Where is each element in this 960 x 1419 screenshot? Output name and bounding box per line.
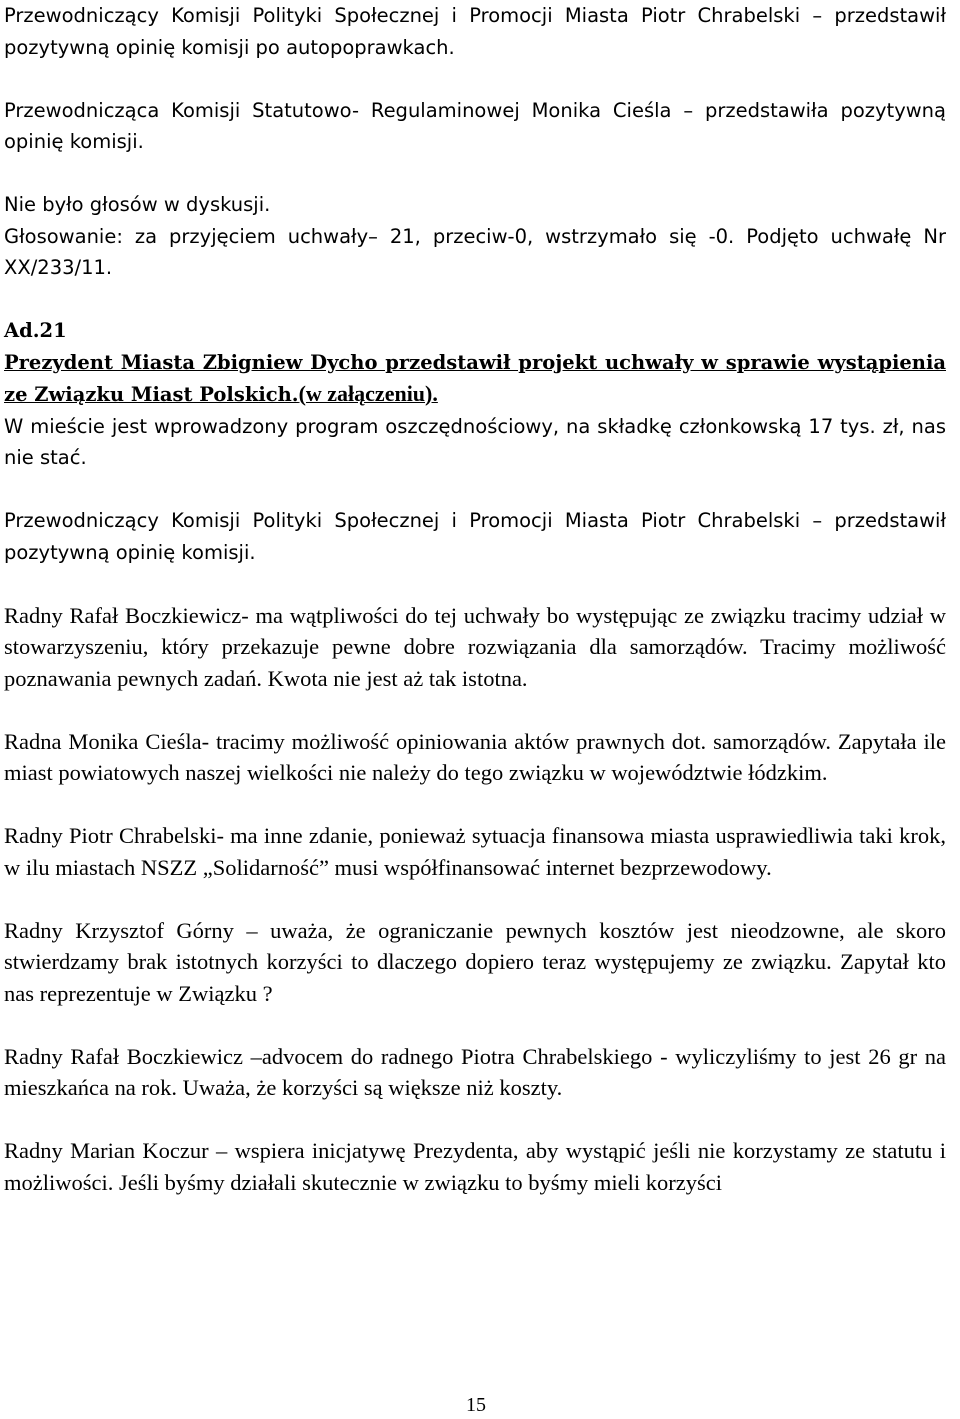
agenda-item-title-text: Prezydent Miasta Zbigniew Dycho przedstawił projekt uchwały w sprawie wystąpienia ze Związku Miast Polskich. bbox=[4, 350, 946, 406]
paragraph-koczur-statement: Radny Marian Koczur – wspiera inicjatywę Prezydenta, aby wystąpić jeśli nie korzystamy ze statutu i możliwości. Jeśli byśmy działali skutecznie w związku to byśmy mieli korzyści bbox=[4, 1138, 946, 1195]
spacer bbox=[4, 883, 946, 915]
spacer bbox=[4, 789, 946, 821]
paragraph-boczkiewicz-reply: Radny Rafał Boczkiewicz –advocem do radnego Piotra Chrabelskiego - wyliczyliśmy to jest 26 gr na mieszkańca na rok. Uważa, że korzyści są większe niż koszty. bbox=[4, 1043, 946, 1100]
paragraph-savings-program: W mieście jest wprowadzony program oszczędnościowy, na składkę członkowską 17 tys. zł, nas nie stać. bbox=[4, 414, 946, 469]
page-number: 15 bbox=[466, 1394, 486, 1416]
spacer bbox=[4, 158, 946, 190]
spacer bbox=[4, 568, 946, 600]
spacer bbox=[4, 284, 946, 316]
paragraph-gorny-statement: Radny Krzysztof Górny – uważa, że ograniczanie pewnych kosztów jest nieodzowne, ale skoro stwierdzamy brak istotnych korzyści to dlaczego dopiero teraz występujemy ze związku. Zapytał kto nas reprezentuje w Związku ? bbox=[4, 917, 946, 1006]
document-page bbox=[4, 0, 946, 1198]
paragraph-boczkiewicz-statement: Radny Rafał Boczkiewicz- ma wątpliwości do tej uchwały bo występując ze związku tracimy udział w stowarzyszeniu, który przekazuje pewne dobre rozwiązania dla samorządów. Tracimy możliwość poznawania pewnych zadań. Kwota nie jest aż tak istotna. bbox=[4, 602, 946, 691]
paragraph-no-discussion: Nie było głosów w dyskusji. bbox=[4, 193, 271, 216]
agenda-item-heading: Ad.21 bbox=[4, 319, 67, 342]
spacer bbox=[4, 474, 946, 506]
spacer bbox=[4, 1009, 946, 1041]
paragraph-chrabelski-statement: Radny Piotr Chrabelski- ma inne zdanie, ponieważ sytuacja finansowa miasta usprawiedliwia taki krok, w ilu miastach NSZZ „Solidarność” musi współfinansować internet bezprzewodowy. bbox=[4, 823, 946, 880]
spacer bbox=[4, 1104, 946, 1136]
paragraph-commission-opinion-1: Przewodniczący Komisji Polityki Społecznej i Promocji Miasta Piotr Chrabelski – przedstawił pozytywną opinię komisji po autopoprawkach. bbox=[4, 4, 946, 59]
paragraph-voting-result: Głosowanie: za przyjęciem uchwały– 21, przeciw-0, wstrzymało się -0. Podjęto uchwałę Nr XX/233/11. bbox=[4, 224, 946, 279]
agenda-item-title bbox=[4, 347, 946, 411]
spacer bbox=[4, 694, 946, 726]
paragraph-ciesla-statement: Radna Monika Cieśla- tracimy możliwość opiniowania aktów prawnych dot. samorządów. Zapytała ile miast powiatowych naszej wielkości nie należy do tego związku w województwie łódzkim. bbox=[4, 728, 946, 785]
spacer bbox=[4, 63, 946, 95]
agenda-item-attachment-note: (w załączeniu). bbox=[298, 381, 438, 406]
paragraph-commission-opinion-2: Przewodnicząca Komisji Statutowo- Regulaminowej Monika Cieśla – przedstawiła pozytywną opinię komisji. bbox=[4, 98, 946, 153]
paragraph-commission-opinion-3: Przewodniczący Komisji Polityki Społecznej i Promocji Miasta Piotr Chrabelski – przedstawił pozytywną opinię komisji. bbox=[4, 509, 946, 564]
